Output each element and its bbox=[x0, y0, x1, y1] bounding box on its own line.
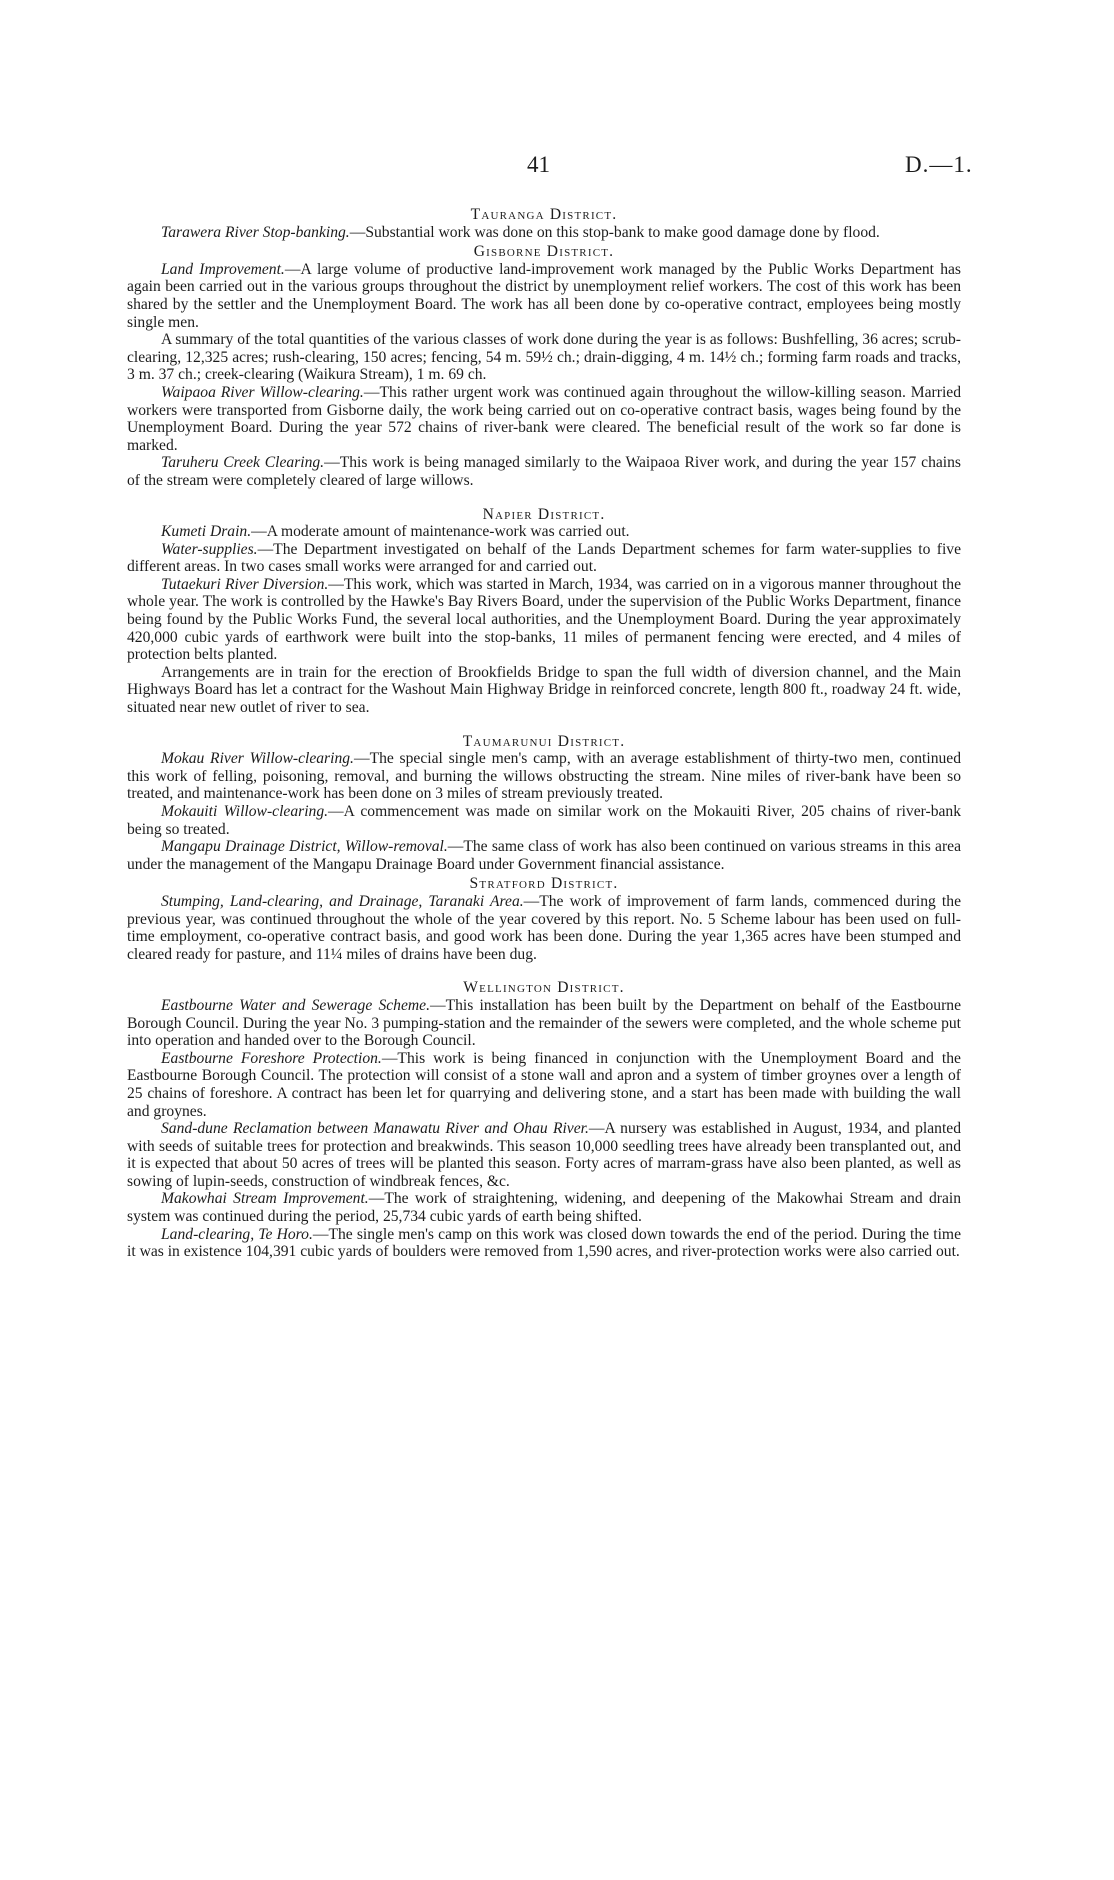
paragraph-heading: Land Improvement. bbox=[161, 260, 285, 278]
district-heading: Napier District. bbox=[482, 505, 606, 523]
paragraph-heading: Stumping, Land-clearing, and Drainage, Taranaki Area. bbox=[161, 892, 524, 910]
paragraph-heading: Eastbourne Foreshore Protection. bbox=[161, 1049, 382, 1067]
paragraph-heading: Mokau River Willow-clearing. bbox=[161, 750, 354, 768]
paragraph-heading: Tutaekuri River Diversion. bbox=[161, 575, 329, 593]
paragraph-text: A summary of the total quantities of the various classes of work done during the year is as follows: Bushfelling, 36 acres; scrub-clearing, 12,325 acres; rush-clearing, 150 acres; fencing, 54 m. 59½ ch.; drain-digging, 4 m. 14½ ch.; forming farm roads and tracks, 3 m. 37 ch.; creek-clearing (Waikura Stream), 1 m. 69 ch. bbox=[127, 331, 961, 384]
paragraph bbox=[127, 893, 961, 963]
paragraph-heading: Land-clearing, Te Horo. bbox=[161, 1225, 313, 1243]
paragraph-text: —The special single men's camp, with an average establishment of thirty-two men, continued this work of felling, poisoning, removal, and burning the willows obstructing the stream. Nine miles of river-bank have been so treated, and maintenance-work has been done on 3 miles of stream previously treated. bbox=[127, 750, 962, 803]
district-heading: Tauranga District. bbox=[470, 206, 618, 223]
paragraph-heading: Sand-dune Reclamation between Manawatu River and Ohau River. bbox=[161, 1120, 589, 1138]
paragraph bbox=[127, 261, 961, 331]
paragraph-heading: Taruheru Creek Clearing. bbox=[161, 454, 325, 472]
paragraph-heading: Kumeti Drain. bbox=[161, 523, 252, 541]
district-heading: Gisborne District. bbox=[473, 243, 615, 261]
district-heading: Stratford District. bbox=[469, 875, 619, 893]
paragraph-text: —This rather urgent work was continued again throughout the willow-killing season. Married workers were transported from Gisborne daily, the work being carried out on co-operative contract basis, wages being found by the Unemployment Board. During the year 572 chains of river-bank were cleared. The beneficial result of the work so far done is marked. bbox=[127, 383, 961, 454]
district-heading: Taumarunui District. bbox=[462, 732, 626, 750]
paragraph-text: —This work, which was started in March, 1934, was carried on in a vigorous manner throughout the whole year. The work is controlled by the Hawke's Bay Rivers Board, under the supervision of the Public Works Department, finance being found by the Public Works Fund, the several local authorities, and the Unemployment Board. During the year approximately 420,000 cubic yards of earthwork were built into the stop-banks, 11 miles of permanent fencing were erected, and 4 miles of protection belts planted. bbox=[127, 575, 962, 664]
paragraph bbox=[127, 1226, 961, 1261]
paragraph bbox=[127, 664, 961, 717]
paragraph bbox=[127, 454, 961, 489]
paragraph bbox=[127, 541, 961, 576]
paragraph-text: —This installation has been built by the Department on behalf of the Eastbourne Borough Council. During the year No. 3 pumping-station and the remainder of the sewers were completed, and the whole scheme put into operation and handed over to the Borough Council. bbox=[127, 996, 962, 1050]
paragraph bbox=[127, 803, 961, 838]
paragraph bbox=[127, 384, 961, 454]
paragraph bbox=[127, 224, 961, 242]
page-number: 41 bbox=[527, 152, 550, 177]
document-reference: D.—1. bbox=[905, 152, 973, 177]
paragraph bbox=[127, 523, 961, 541]
paragraph bbox=[127, 1050, 961, 1120]
paragraph bbox=[127, 1120, 961, 1190]
paragraph-text: —This work is being financed in conjunction with the Unemployment Board and the Eastbourne Borough Council. The protection will consist of a stone wall and apron and a system of timber groynes over a length of 25 chains of foreshore. A contract has been let for quarrying and delivering stone, and a start has been made with building the wall and groynes. bbox=[127, 1049, 961, 1120]
paragraph-heading: Water-supplies. bbox=[161, 540, 258, 558]
paragraph bbox=[127, 331, 961, 384]
paragraph-text: —The single men's camp on this work was closed down towards the end of the period. During the time it was in existence 104,391 cubic yards of boulders were removed from 1,590 acres, and river-protection works were also carried out. bbox=[127, 1225, 961, 1261]
paragraph bbox=[127, 838, 961, 873]
district-heading: Wellington District. bbox=[463, 979, 625, 997]
paragraph-heading: Waipaoa River Willow-clearing. bbox=[161, 383, 364, 401]
paragraph-text: —The work of straightening, widening, and deepening of the Makowhai Stream and drain system was continued during the period, 25,734 cubic yards of earth being shifted. bbox=[127, 1190, 961, 1226]
paragraph bbox=[127, 997, 961, 1050]
paragraph-text: —The Department investigated on behalf of the Lands Department schemes for farm water-supplies to five different areas. In two cases small works were arranged for and carried out. bbox=[127, 540, 961, 576]
paragraph bbox=[127, 1190, 961, 1225]
paragraph-heading: Makowhai Stream Improvement. bbox=[161, 1190, 369, 1208]
paragraph-heading: Eastbourne Water and Sewerage Scheme. bbox=[161, 996, 430, 1014]
paragraph-text: —Substantial work was done on this stop-bank to make good damage done by flood. bbox=[349, 223, 880, 241]
document-body bbox=[127, 206, 961, 1261]
paragraph-heading: Mangapu Drainage District, Willow-removal. bbox=[161, 838, 448, 856]
paragraph-text: —A commencement was made on similar work on the Mokauiti River, 205 chains of river-bank being so treated. bbox=[127, 803, 961, 838]
paragraph-heading: Mokauiti Willow-clearing. bbox=[161, 803, 329, 820]
page-header bbox=[0, 152, 1114, 182]
paragraph-text: —A large volume of productive land-improvement work managed by the Public Works Department has again been carried out in the various groups throughout the district by unemployment relief workers. The cost of this work has been shared by the settler and the Unemployment Board. The work has all been done by co-operative contract, employees being mostly single men. bbox=[127, 260, 961, 331]
paragraph bbox=[127, 750, 961, 803]
paragraph-text: —This work is being managed similarly to the Waipaoa River work, and during the year 157 chains of the stream were completely cleared of large willows. bbox=[127, 454, 961, 489]
paragraph-text: —A moderate amount of maintenance-work was carried out. bbox=[251, 523, 630, 541]
paragraph-text: —The same class of work has also been continued on various streams in this area under the management of the Mangapu Drainage Board under Government financial assistance. bbox=[127, 838, 961, 873]
paragraph bbox=[127, 576, 961, 664]
paragraph-heading: Tarawera River Stop-banking. bbox=[161, 223, 350, 241]
paragraph-text: —The work of improvement of farm lands, commenced during the previous year, was continued throughout the whole of the year covered by this report. No. 5 Scheme labour has been used on full-time employment, co-operative contract basis, and good work has been done. During the year 1,365 acres have been stumped and cleared ready for pasture, and 11¼ miles of drains have been dug. bbox=[127, 892, 961, 963]
paragraph-text: Arrangements are in train for the erection of Brookfields Bridge to span the full width of diversion channel, and the Main Highways Board has let a contract for the Washout Main Highway Bridge in reinforced concrete, length 800 ft., roadway 24 ft. wide, situated near new outlet of river to sea. bbox=[127, 663, 961, 717]
paragraph-text: —A nursery was established in August, 1934, and planted with seeds of suitable trees for protection and breakwinds. This season 10,000 seedling trees have already been transplanted out, and it is expected that about 50 acres of trees will be planted this season. Forty acres of marram-grass have also been planted, as well as sowing of lupin-seeds, construction of windbreak fences, &c. bbox=[127, 1120, 961, 1190]
